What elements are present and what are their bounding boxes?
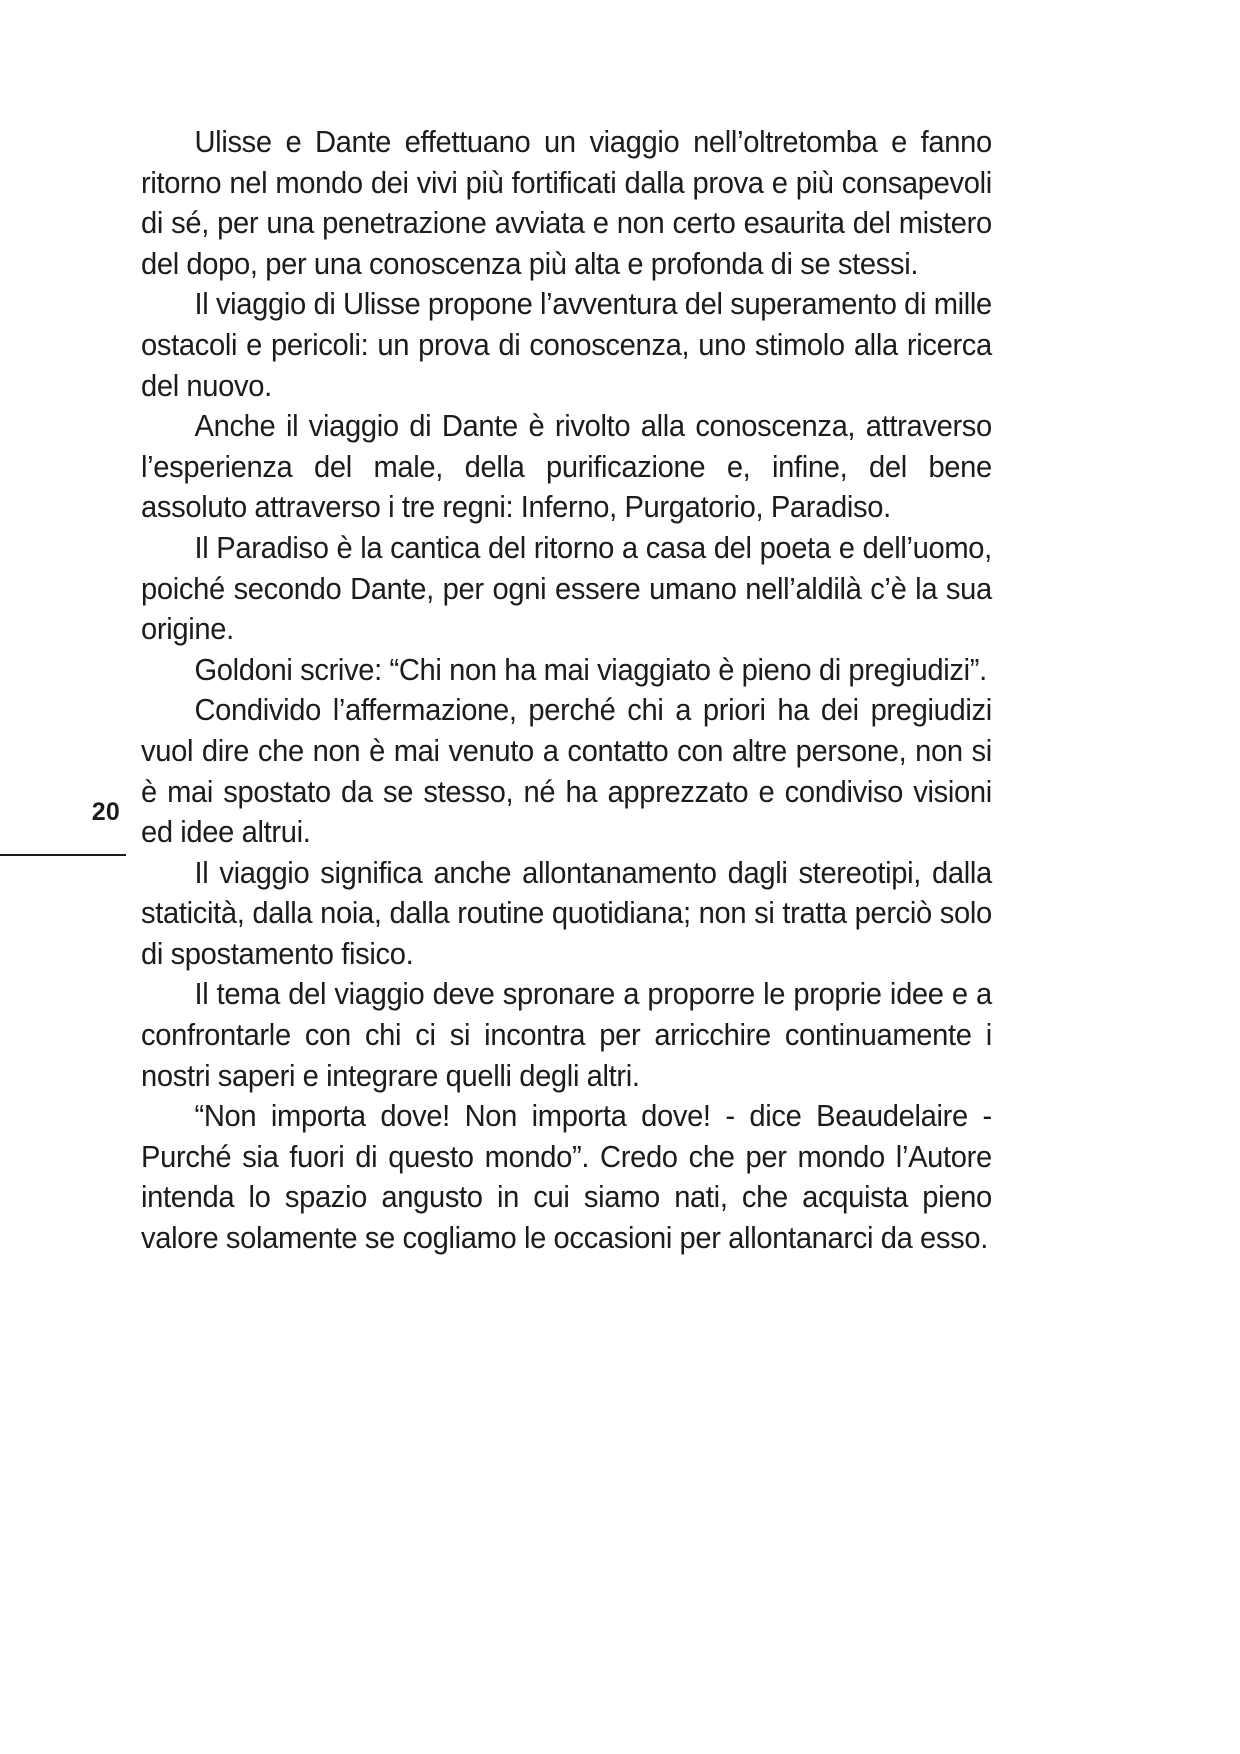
paragraph: Condivido l’affermazione, perché chi a priori ha dei pregiudizi vuol dire che non è mai venuto a contatto con altre persone, non si è mai spostato da se stesso, né ha apprezzato e condiviso visioni ed idee altrui. (141, 693, 992, 850)
paragraph: Il tema del viaggio deve spronare a proporre le proprie idee e a confrontarle con chi ci si incontra per arricchire continuamente i nostri saperi e integrare quelli degli altri. (141, 977, 992, 1093)
page-number: 20 (91, 798, 120, 826)
body-text-column (141, 122, 992, 1259)
paragraph: Goldoni scrive: “Chi non ha mai viaggiato è pieno di pregiudizi”. (194, 652, 987, 687)
paragraph: “Non importa dove! Non importa dove! - dice Beaudelaire - Purché sia fuori di questo mondo”. Credo che per mondo l’Autore intenda lo spazio angusto in cui siamo nati, che acquista pieno valore solamente se cogliamo le occasioni per allontanarci da esso. (141, 1099, 992, 1256)
paragraph: Il viaggio significa anche allontanamento dagli stereotipi, dalla staticità, dalla noia, dalla routine quotidiana; non si tratta perciò solo di spostamento fisico. (141, 855, 992, 971)
paragraph: Il Paradiso è la cantica del ritorno a casa del poeta e dell’uomo, poiché secondo Dante, per ogni essere umano nell’aldilà c’è la sua origine. (141, 530, 992, 647)
folio-divider-rule (0, 854, 126, 856)
paragraph: Il viaggio di Ulisse propone l’avventura del superamento di mille ostacoli e pericoli: un prova di conoscenza, uno stimolo alla ricerca del nuovo. (141, 287, 992, 403)
paragraph: Anche il viaggio di Dante è rivolto alla conoscenza, attraverso l’esperienza del male, della purificazione e, infine, del bene assoluto attraverso i tre regni: Inferno, Purgatorio, Paradiso. (141, 409, 992, 525)
folio-block (0, 800, 126, 860)
paragraph: Ulisse e Dante effettuano un viaggio nell’oltretomba e fanno ritorno nel mondo dei vivi più fortificati dalla prova e più consapevoli di sé, per una penetrazione avviata e non certo esaurita del mistero del dopo, per una conoscenza più alta e profonda di se stessi. (141, 125, 992, 281)
